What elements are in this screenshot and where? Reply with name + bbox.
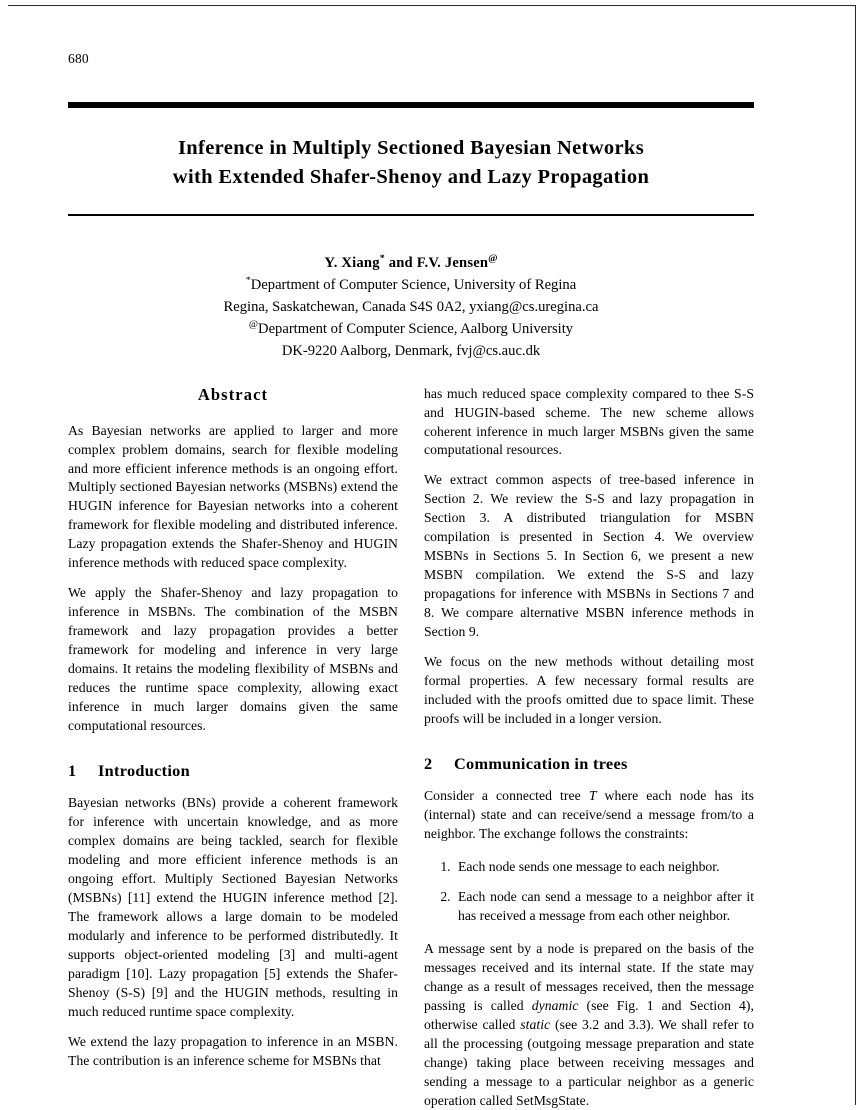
- intro-paragraph-1: Bayesian networks (BNs) provide a coherent framework for inference with uncertain knowledge, and as more complex domains are being tackled, search for flexible modeling and more efficient inference methods is an ongoing effort. Multiply Sectioned Bayesian Networks (MSBNs) [11] extend the HUGIN inference method [2]. The framework allows a large domain to be modeled modularly and inference to be performed distributedly. It supports object-oriented modeling [3] and multi-agent paradigm [10]. Lazy propagation [5] extends the Shafer-Shenoy (S-S) [9] and the HUGIN methods, resulting in much reduced runtime space complexity.: [68, 795, 398, 1019]
- page-content: [68, 0, 754, 1110]
- closing-part-2: (see Fig. 1 and Section 4), otherwise called: [424, 997, 754, 1032]
- author-names: [68, 252, 754, 274]
- static-term: static: [520, 1016, 551, 1032]
- page-number: 680: [68, 51, 89, 66]
- intro-paragraph-3: We extract common aspects of tree-based inference in Section 2. We review the S-S and lazy propagation in Section 3. A distributed triangulation for MSBN compilation is presented in Section 4. We overview MSBNs in Sections 5. In Section 6, we present a new MSBN compilation. We extend the S-S and lazy propagations for inference with MSBNs in Sections 7 and 8. We compare alternative MSBN inference methods in Section 9.: [424, 472, 754, 640]
- abstract-paragraph-2: We apply the Shafer-Shenoy and lazy propagation to inference in MSBNs. The combination of the MSBN framework and lazy propagation provides a better framework for modeling and inference in very large domains. It retains the modeling flexibility of MSBNs and reduces the runtime space complexity, allowing exact inference in much larger domains given the same computational resources.: [68, 585, 398, 734]
- section-2-closing-paragraph: [424, 940, 754, 1110]
- author-name-1: Y. Xiang: [324, 254, 380, 271]
- abstract-heading: Abstract: [197, 384, 269, 404]
- constraint-item: 2. Each node can send a message to a neighbor after it has received a message from each other neighbor.: [454, 888, 754, 926]
- affiliation-marker-asterisk: *: [379, 252, 385, 264]
- right-column: [424, 385, 754, 1110]
- tree-variable-symbol: T: [588, 788, 597, 804]
- intro-paragraph-2: We extend the lazy propagation to inference in an MSBN. The contribution is an inference scheme for MSBNs that: [68, 1033, 398, 1068]
- affiliation-marker-at: @: [488, 252, 498, 264]
- affiliation-1-marker: *: [245, 275, 251, 287]
- dynamic-term: dynamic: [531, 997, 579, 1013]
- intro-paragraph-2-continued: has much reduced space complexity compared to thee S-S and HUGIN-based scheme. The new scheme allows coherent inference in much larger MSBNs given the same computational resources.: [424, 385, 754, 458]
- abstract-paragraph-1: As Bayesian networks are applied to larger and more complex problem domains, search for flexible modeling and more efficient inference methods is an ongoing effort. Multiply sectioned Bayesian networks (MSBNs) extend the HUGIN inference for Bayesian networks into a coherent framework for flexible modeling and distributed inference. Lazy propagation extends the Shafer-Shenoy and HUGIN inference methods with reduced space complexity.: [68, 422, 398, 571]
- closing-part-1: A message sent by a node is prepared on the basis of the messages received and its internal state. If the state may change as a result of messages received, then the message passing is called: [424, 940, 754, 1013]
- intro-paragraph-4: We focus on the new methods without detailing most formal properties. A few necessary formal results are included with the proofs omitted due to space limit. These proofs will be included in a longer version.: [424, 654, 754, 727]
- section-heading-introduction: [68, 761, 398, 781]
- two-column-body: [68, 363, 754, 1110]
- page-border-right: [855, 5, 856, 1105]
- section-2-number: 2: [424, 754, 433, 774]
- title-line-1: Inference in Multiply Sectioned Bayesian Networks: [177, 136, 645, 159]
- affiliation-2: [68, 318, 754, 340]
- paper-title: [68, 108, 754, 214]
- affiliation-1-address: Regina, Saskatchewan, Canada S4S 0A2, yxiang@cs.uregina.ca: [223, 299, 599, 316]
- section-2-intro-paragraph: [424, 787, 754, 844]
- section-2-intro-part1: Consider a connected tree: [424, 788, 589, 804]
- affiliation-2-text: Department of Computer Science, Aalborg University: [258, 321, 574, 338]
- section-1-number: 1: [68, 761, 77, 781]
- section-1-title: Introduction: [98, 761, 190, 781]
- title-line-2: with Extended Shafer-Shenoy and Lazy Propagation: [172, 165, 650, 188]
- constraint-item: 1. Each node sends one message to each neighbor.: [454, 858, 754, 877]
- author-block: [68, 216, 754, 363]
- section-2-title: Communication in trees: [454, 754, 628, 774]
- closing-part-3: (see 3.2 and 3.3). We shall refer to all the processing (outgoing message preparation and state change) taking place between receiving messages and sending a message to a particular neighbor as a generic operation called SetMsgState.: [424, 1016, 754, 1108]
- left-column: [68, 385, 398, 1110]
- section-2-intro-part2: where each node has its (internal) state and can receive/send a message from/to a neighbor. The exchange follows the constraints:: [424, 788, 754, 841]
- constraints-list: [424, 858, 754, 926]
- section-heading-communication: [424, 754, 754, 774]
- affiliation-1-text: Department of Computer Science, University of Regina: [250, 276, 577, 293]
- author-conjunction: and F.V. Jensen: [384, 254, 489, 271]
- affiliation-1: [68, 274, 754, 296]
- affiliation-2-address: DK-9220 Aalborg, Denmark, fvj@cs.auc.dk: [281, 343, 541, 360]
- affiliation-2-marker: @: [248, 319, 259, 331]
